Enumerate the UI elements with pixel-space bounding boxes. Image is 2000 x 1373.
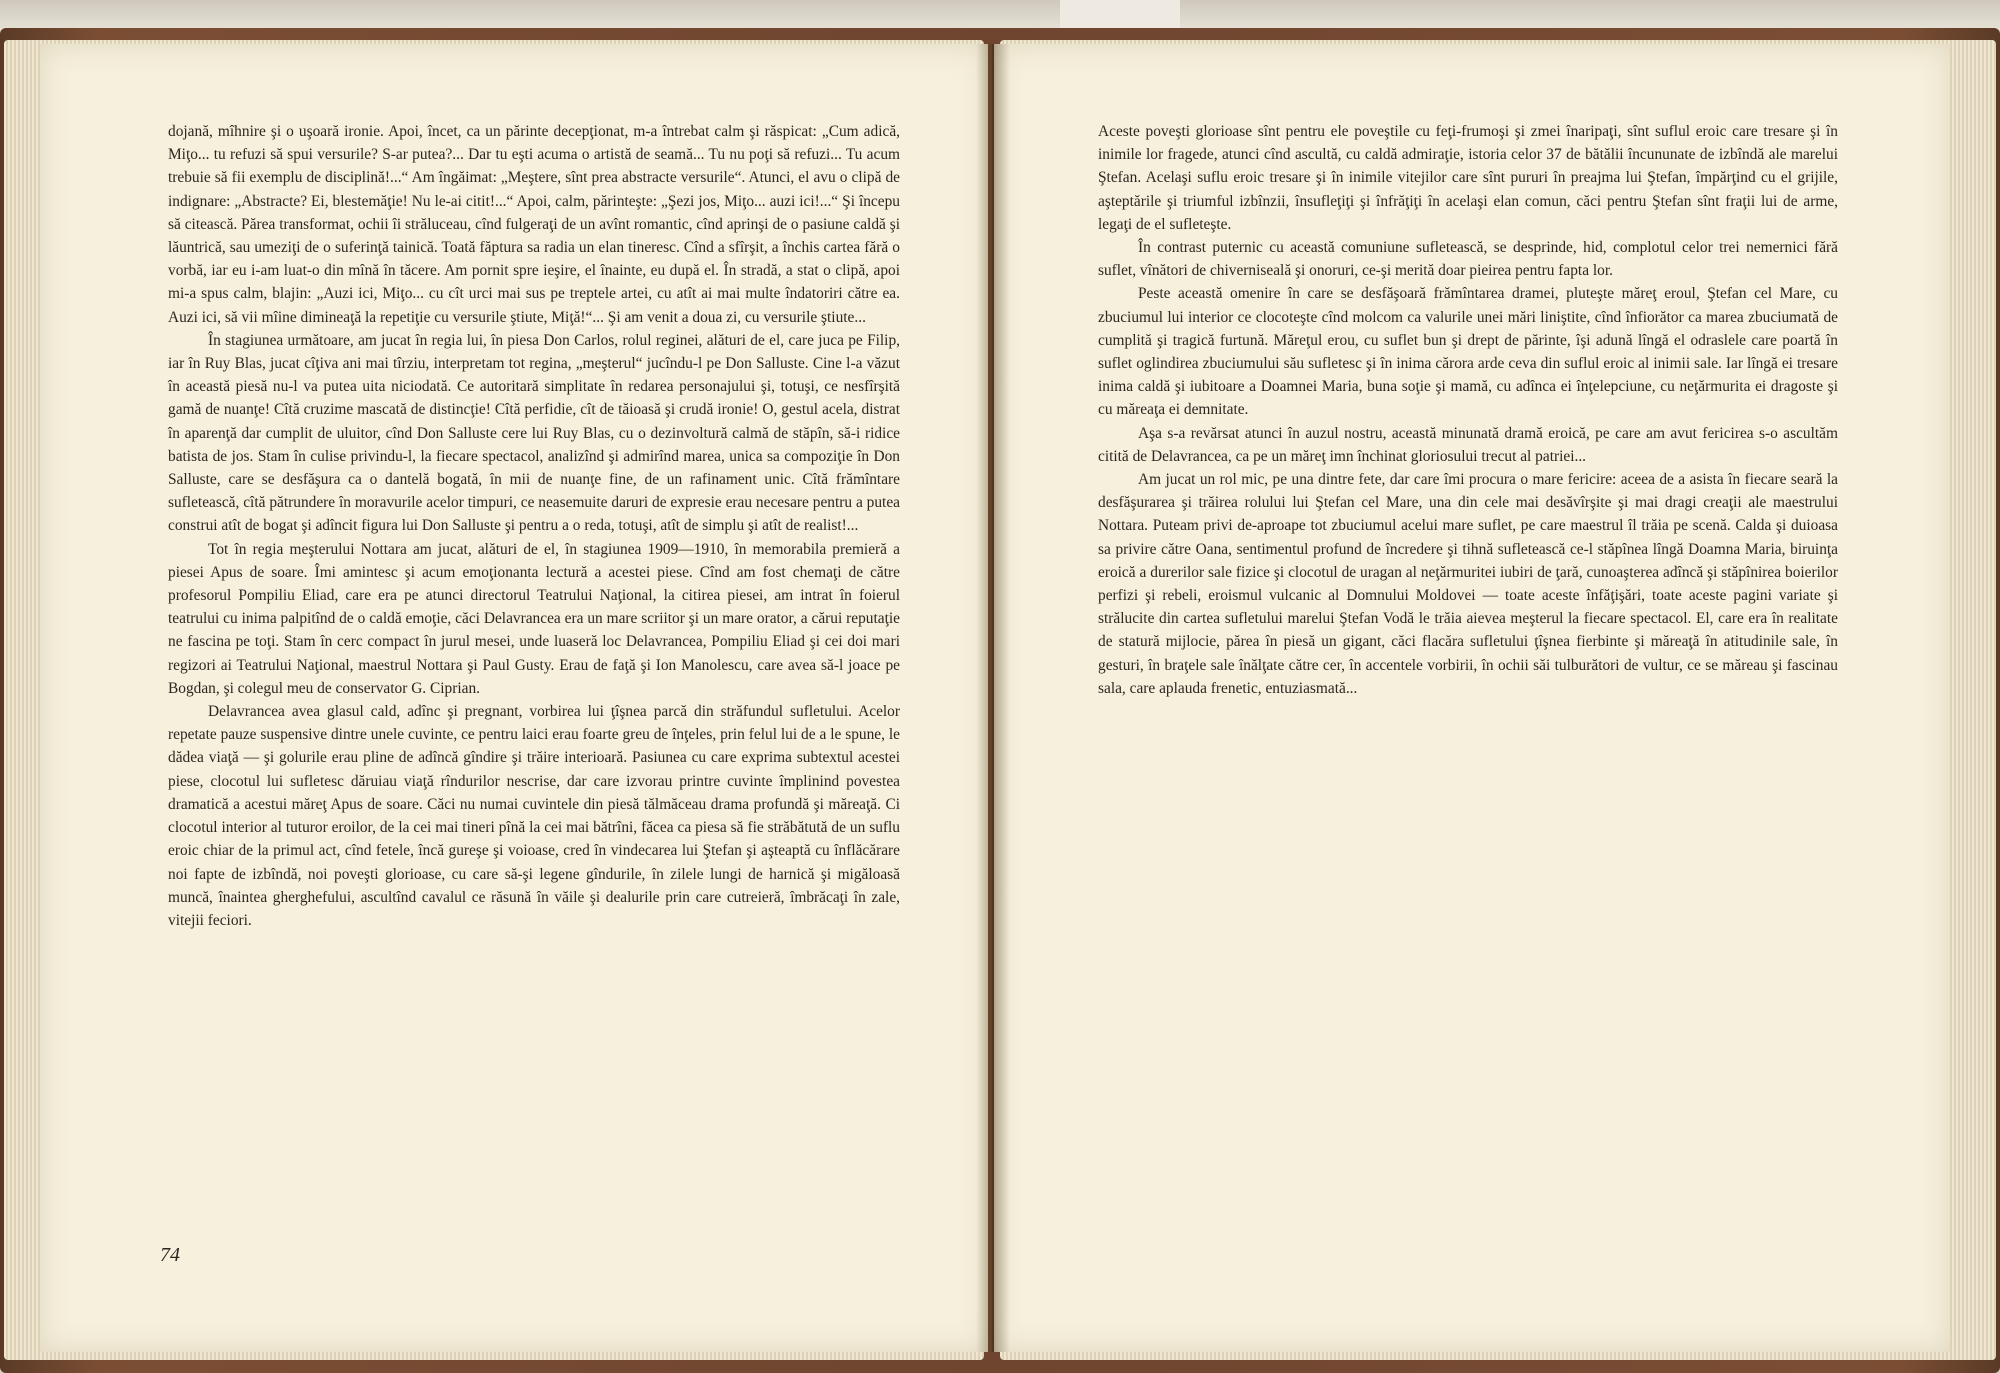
left-paragraph-1: dojană, mîhnire şi o uşoară ironie. Apoi, încet, ca un părinte decepţionat, m-a întrebat calm şi răspicat: „Cum adică, Miţo... tu refuzi să spui versurile? S-ar putea?... Dar tu eşti acuma o artistă de seamă... Tu nu poţi să refuzi... Tu acum trebuie să fii exemplu de disciplină!...“ Am îngăimat: „Meştere, sînt prea abstracte versurile“. Atunci, el avu o clipă de indignare: „Abstracte? Ei, blestemăţie! Nu le-ai citit!...“ Apoi, calm, părinteşte: „Şezi jos, Miţo... auzi ici!...“ Şi începu să citească. Părea transformat, ochii îi străluceau, cînd fulgeraţi de un avînt romantic, cînd aprinşi de o pasiune caldă şi lăuntrică, sau umeziţi de o suferinţă tainică. Toată făptura sa radia un elan tineresc. Cînd a sfîrşit, a închis cartea fără o vorbă, iar eu i-am luat-o din mînă în tăcere. Am pornit spre ieşire, el înainte, eu după el. În stradă, a stat o clipă, apoi mi-a spus calm, blajin: „Auzi ici, Miţo... cu cît urci mai sus pe treptele artei, cu atît ai mai multe îndatoriri către ea. Auzi ici, să vii mîine dimineaţă la repetiţie cu versurile ştiute, Miţă!“... Şi am venit a doua zi, cu versurile ştiute... xyxy=(168,123,900,326)
scanner-edge xyxy=(1060,0,1180,28)
right-paragraph-2: În contrast puternic cu această comuniune sufletească, se desprinde, hid, complotul celor trei nemernici fără suflet, vînători de chiverniseală şi onoruri, ce-şi merită doar pieirea pentru fapta lor. xyxy=(1098,239,1838,280)
left-page-text xyxy=(168,120,900,932)
right-paragraph-3: Peste această omenire în care se desfăşoară frămîntarea dramei, pluteşte măreţ eroul, Ştefan cel Mare, cu zbuciumul lui interior ce clocoteşte cînd molcom ca valurile unei mări liniştite, cînd înfiorător ca marea zbuciumată de cumplită şi tragică furtună. Măreţul erou, cu suflet bun şi drept de părinte, îşi adună lîngă el odraslele care poartă în suflet oglindirea zbuciumului său sufletesc şi în inima cărora arde ceva din suflul eroic al inimii sale. Iar lîngă ei tresare inima caldă şi iubitoare a Doamnei Maria, buna soţie şi mamă, cu adînca ei înţelepciune, cu neţărmurita ei dragoste şi cu măreaţa ei demnitate. xyxy=(1098,285,1838,419)
left-paragraph-4: Delavrancea avea glasul cald, adînc şi pregnant, vorbirea lui ţîşnea parcă din străfundul sufletului. Acelor repetate pauze suspensive dintre unele cuvinte, ce pentru laici erau foarte greu de înţeles, prin felul lui de a le spune, le dădea viaţă — şi golurile erau pline de adîncă gîndire şi trăire interioară. Pasiunea cu care exprima subtextul acestei piese, clocotul lui sufletesc dăruiau viaţă rîndurilor nescrise, dar care izvorau printre cuvinte împlinind povestea dramatică a acestui măreţ Apus de soare. Căci nu numai cuvintele din piesă tălmăceau drama profundă şi măreaţă. Ci clocotul interior al tuturor eroilor, de la cei mai tineri pînă la cei mai bătrîni, făcea ca piesa să fie străbătută de un suflu eroic chiar de la primul act, cînd fetele, încă gureşe şi voioase, cred în vindecarea lui Ştefan şi aşteaptă cu înflăcărare noi fapte de izbîndă, noi poveşti glorioase, cu care să-şi legene gîndurile, în zilele lungi de harnică şi migăloasă muncă, înaintea gherghefului, ascultînd cavalul ce răsună în văile şi dealurile prin care cutreieră, îmbrăcaţi în zale, vitejii feciori. xyxy=(168,703,900,929)
right-paragraph-4: Aşa s-a revărsat atunci în auzul nostru, această minunată dramă eroică, pe care am avut fericirea s-o ascultăm citită de Delavrancea, ca pe un măreţ imn închinat gloriosului trecut al patriei... xyxy=(1098,424,1838,465)
left-paragraph-2: În stagiunea următoare, am jucat în regia lui, în piesa Don Carlos, rolul reginei, alături de el, care juca pe Filip, iar în Ruy Blas, jucat cîţiva ani mai tîrziu, interpretam tot regina, „meşterul“ jucîndu-l pe Don Salluste. Cine l-a văzut în această piesă nu-l va putea uita niciodată. Ce autoritară simplitate în redarea personajului şi, totuşi, ce nesfîrşită gamă de nuanţe! Cîtă cruzime mascată de distincţie! Cîtă perfidie, cît de tăioasă şi crudă ironie! O, gestul acela, distrat în aparenţă dar cumplit de uluitor, cînd Don Salluste cere lui Ruy Blas, cu o dezinvoltură calmă de stăpîn, să-i ridice batista de jos. Stam în culise privindu-l, la fiecare spectacol, analizînd şi admirînd marea, unica sa compoziţie în Don Salluste, care se desfăşura ca o dantelă bogată, în mii de nuanţe fine, de un rafinament unic. Cîtă frămîntare sufletească, cîtă pătrundere în moravurile acelor timpuri, ce neasemuite daruri de expresie erau necesare pentru a putea construi atît de bogat şi adîncit figura lui Don Salluste şi pentru a o reda, totuşi, atît de simplu şi atît de realist!... xyxy=(168,331,900,535)
right-page-text xyxy=(1098,120,1838,700)
left-paragraph-3: Tot în regia meşterului Nottara am jucat, alături de el, în stagiunea 1909—1910, în memorabila premieră a piesei Apus de soare. Îmi amintesc şi acum emoţionanta lectură a acestei piese. Cînd am fost chemaţi de către profesorul Pompiliu Eliad, care era pe atunci directorul Teatrului Naţional, la citirea piesei, am intrat în foierul teatrului cu inima palpitînd de o caldă emoţie, căci Delavrancea era un mare scriitor şi un mare orator, a cărui reputaţie ne fascina pe toţi. Stam în cerc compact în jurul mesei, unde luaseră loc Delavrancea, Pompiliu Eliad şi cei doi mari regizori ai Teatrului Naţional, maestrul Nottara şi Paul Gusty. Erau de faţă şi Ion Manolescu, care avea să-l joace pe Bogdan, şi colegul meu de conservator G. Ciprian. xyxy=(168,540,900,697)
book-gutter xyxy=(976,44,1010,1352)
right-paragraph-1: Aceste poveşti glorioase sînt pentru ele poveştile cu feţi-frumoşi şi zmei înaripaţi, sînt suflul eroic care tresare şi în inimile lor fragede, atunci cînd ascultă, cu caldă admiraţie, istoria celor 37 de bătălii încununate de izbîndă ale marelui Ştefan. Acelaşi suflu eroic tresare şi în inimile vitejilor care sînt pururi în preajma lui Ştefan, împărţind cu el grijile, aşteptările şi triumful izbînzii, însufleţiţi şi înfrăţiţi în acelaşi elan comun, căci pentru Ştefan sînt fraţii lui de arme, legaţi de el sufleteşte. xyxy=(1098,123,1838,233)
page-number: 74 xyxy=(160,1244,180,1266)
right-paragraph-5: Am jucat un rol mic, pe una dintre fete, dar care îmi procura o mare fericire: aceea de a asista în fiecare seară la desfăşurarea şi trăirea rolului lui Ştefan cel Mare, una din cele mai desăvîrşite şi mai dragi creaţii ale maestrului Nottara. Puteam privi de-aproape tot zbuciumul acelui mare suflet, pe care maestrul îl trăia pe scenă. Calda şi duioasa sa privire către Oana, sentimentul profund de încredere şi tihnă sufletească ce-l stăpînea lîngă Doamna Maria, biruinţa eroică a durerilor sale fizice şi clocotul de uragan al neţărmuritei iubiri de ţară, cunoaşterea adîncă şi stăpînirea boierilor perfizi şi rebeli, eroismul vulcanic al Domnului Moldovei — toate aceste înfăţişări, toate aceste pagini variate şi strălucite din cartea sufletului marelui Ştefan Vodă le trăia aievea meşterul la fiecare spectacol. El, care era în realitate de statură mijlocie, părea în piesă un gigant, căci flacăra sufletului ţîşnea fierbinte şi măreaţă în atitudinile sale, în gesturi, în braţele sale înălţate către cer, în accentele vorbirii, în ochii săi tulburători de vultur, ce se măreau şi fascinau sala, care aplauda frenetic, entuziasmată... xyxy=(1098,471,1838,697)
